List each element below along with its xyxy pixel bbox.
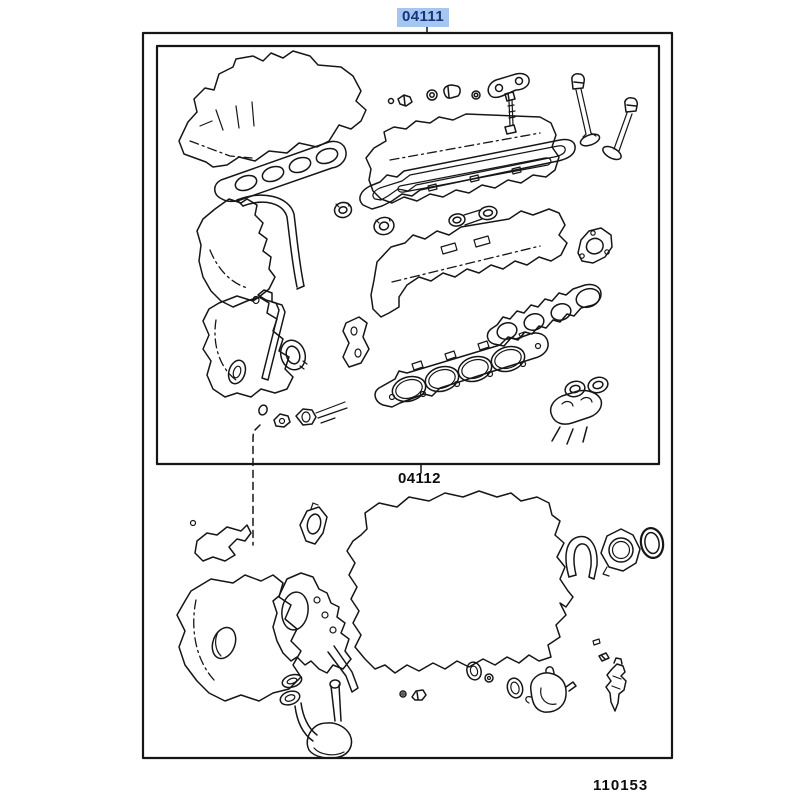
pump-inlet-gasket-drawing xyxy=(300,503,327,544)
rear-seal-retainer-drawing xyxy=(566,537,597,579)
rear-seal-plate-drawing xyxy=(601,529,640,576)
valve-cover-drawing xyxy=(366,114,559,203)
bracket-gasket-drawing xyxy=(343,317,369,367)
head-gasket-drawing xyxy=(375,333,548,407)
misc-bits-drawing xyxy=(400,690,426,700)
seal-ring-small-drawing xyxy=(465,660,493,682)
small-parts-cluster-drawing xyxy=(258,402,347,427)
figure-number: 110153 xyxy=(593,777,649,794)
water-outlet-gasket-drawing xyxy=(578,228,612,263)
o-ring-drawing xyxy=(505,676,525,699)
valve-cover-gasket-drawing xyxy=(360,139,575,209)
stud-bolt-drawing xyxy=(505,92,516,134)
union-bolt-drawing xyxy=(593,639,609,661)
camshaft-seal-drawing xyxy=(333,201,353,219)
lower-small-gasket-drawing xyxy=(191,521,252,562)
part-number-04112[interactable]: 04112 xyxy=(398,470,441,487)
front-cover-gasket-drawing xyxy=(203,296,293,397)
intake-chamber-drawing xyxy=(179,51,366,167)
rear-oil-seal-drawing xyxy=(639,526,666,559)
leader-line xyxy=(253,425,260,545)
timing-cover-upper-drawing xyxy=(197,195,304,307)
cam-housing-drawing xyxy=(371,209,567,317)
oil-pump-gasket-drawing xyxy=(273,573,358,692)
intake-valve-drawing xyxy=(572,74,601,148)
engine-block-drawing xyxy=(347,491,573,673)
link-gasket-drawing xyxy=(448,205,498,227)
part-number-04111-selected[interactable]: 04111 xyxy=(397,8,449,27)
oil-pickup-drawing xyxy=(295,680,352,759)
water-pump-drawing xyxy=(526,667,576,712)
exhaust-valve-drawing xyxy=(601,98,637,162)
intake-manifold-gasket-drawing xyxy=(215,141,346,201)
oil-seal-drawing xyxy=(372,216,395,237)
oil-nozzle-drawing xyxy=(606,658,626,711)
thermostat-gasket-drawing xyxy=(551,375,610,444)
